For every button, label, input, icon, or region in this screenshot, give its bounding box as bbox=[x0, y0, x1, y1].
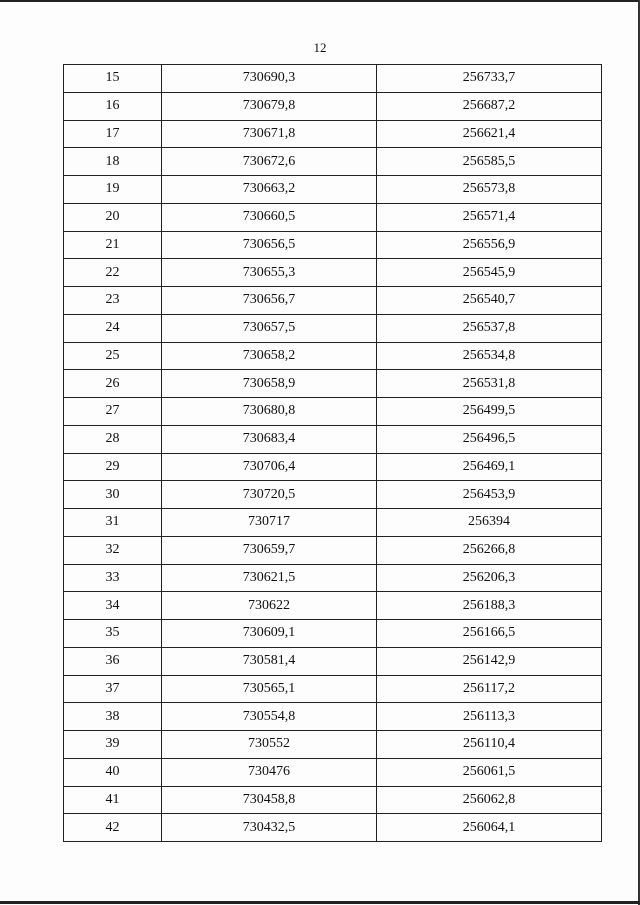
point-number-cell: 21 bbox=[64, 231, 162, 259]
x-coordinate-cell: 730432,5 bbox=[162, 814, 377, 842]
table-row bbox=[64, 398, 602, 426]
y-coordinate-cell: 256537,8 bbox=[377, 314, 602, 342]
x-coordinate-cell: 730683,4 bbox=[162, 425, 377, 453]
table-row bbox=[64, 703, 602, 731]
x-coordinate-cell: 730656,7 bbox=[162, 287, 377, 315]
x-coordinate-cell: 730660,5 bbox=[162, 203, 377, 231]
y-coordinate-cell: 256545,9 bbox=[377, 259, 602, 287]
x-coordinate-cell: 730672,6 bbox=[162, 148, 377, 176]
x-coordinate-cell: 730679,8 bbox=[162, 92, 377, 120]
point-number-cell: 40 bbox=[64, 758, 162, 786]
y-coordinate-cell: 256540,7 bbox=[377, 287, 602, 315]
point-number-cell: 28 bbox=[64, 425, 162, 453]
y-coordinate-cell: 256110,4 bbox=[377, 731, 602, 759]
table-row bbox=[64, 231, 602, 259]
point-number-cell: 23 bbox=[64, 287, 162, 315]
x-coordinate-cell: 730621,5 bbox=[162, 564, 377, 592]
point-number-cell: 33 bbox=[64, 564, 162, 592]
y-coordinate-cell: 256687,2 bbox=[377, 92, 602, 120]
point-number-cell: 39 bbox=[64, 731, 162, 759]
y-coordinate-cell: 256117,2 bbox=[377, 675, 602, 703]
point-number-cell: 17 bbox=[64, 120, 162, 148]
x-coordinate-cell: 730656,5 bbox=[162, 231, 377, 259]
point-number-cell: 22 bbox=[64, 259, 162, 287]
y-coordinate-cell: 256573,8 bbox=[377, 176, 602, 204]
x-coordinate-cell: 730622 bbox=[162, 592, 377, 620]
x-coordinate-cell: 730680,8 bbox=[162, 398, 377, 426]
table-row bbox=[64, 731, 602, 759]
point-number-cell: 25 bbox=[64, 342, 162, 370]
table-row bbox=[64, 203, 602, 231]
y-coordinate-cell: 256062,8 bbox=[377, 786, 602, 814]
y-coordinate-cell: 256534,8 bbox=[377, 342, 602, 370]
table-row bbox=[64, 148, 602, 176]
point-number-cell: 18 bbox=[64, 148, 162, 176]
point-number-cell: 41 bbox=[64, 786, 162, 814]
x-coordinate-cell: 730655,3 bbox=[162, 259, 377, 287]
table-row bbox=[64, 786, 602, 814]
x-coordinate-cell: 730458,8 bbox=[162, 786, 377, 814]
y-coordinate-cell: 256061,5 bbox=[377, 758, 602, 786]
y-coordinate-cell: 256733,7 bbox=[377, 65, 602, 93]
y-coordinate-cell: 256571,4 bbox=[377, 203, 602, 231]
point-number-cell: 20 bbox=[64, 203, 162, 231]
point-number-cell: 37 bbox=[64, 675, 162, 703]
table-row bbox=[64, 758, 602, 786]
page-number: 12 bbox=[313, 40, 327, 55]
point-number-cell: 30 bbox=[64, 481, 162, 509]
point-number-cell: 35 bbox=[64, 620, 162, 648]
y-coordinate-cell: 256531,8 bbox=[377, 370, 602, 398]
x-coordinate-cell: 730609,1 bbox=[162, 620, 377, 648]
point-number-cell: 26 bbox=[64, 370, 162, 398]
scan-border-bottom bbox=[0, 901, 640, 904]
table-row bbox=[64, 453, 602, 481]
y-coordinate-cell: 256206,3 bbox=[377, 564, 602, 592]
x-coordinate-cell: 730717 bbox=[162, 509, 377, 537]
y-coordinate-cell: 256453,9 bbox=[377, 481, 602, 509]
point-number-cell: 32 bbox=[64, 536, 162, 564]
point-number-cell: 38 bbox=[64, 703, 162, 731]
table-row bbox=[64, 287, 602, 315]
table-row bbox=[64, 592, 602, 620]
point-number-cell: 16 bbox=[64, 92, 162, 120]
table-row bbox=[64, 564, 602, 592]
table-row bbox=[64, 92, 602, 120]
table-row bbox=[64, 620, 602, 648]
coordinates-table bbox=[63, 64, 602, 842]
y-coordinate-cell: 256188,3 bbox=[377, 592, 602, 620]
x-coordinate-cell: 730581,4 bbox=[162, 647, 377, 675]
point-number-cell: 36 bbox=[64, 647, 162, 675]
point-number-cell: 19 bbox=[64, 176, 162, 204]
y-coordinate-cell: 256142,9 bbox=[377, 647, 602, 675]
table-row bbox=[64, 425, 602, 453]
y-coordinate-cell: 256469,1 bbox=[377, 453, 602, 481]
table-row bbox=[64, 370, 602, 398]
x-coordinate-cell: 730659,7 bbox=[162, 536, 377, 564]
y-coordinate-cell: 256113,3 bbox=[377, 703, 602, 731]
y-coordinate-cell: 256499,5 bbox=[377, 398, 602, 426]
y-coordinate-cell: 256585,5 bbox=[377, 148, 602, 176]
point-number-cell: 24 bbox=[64, 314, 162, 342]
table-row bbox=[64, 536, 602, 564]
x-coordinate-cell: 730476 bbox=[162, 758, 377, 786]
point-number-cell: 42 bbox=[64, 814, 162, 842]
table-row bbox=[64, 120, 602, 148]
x-coordinate-cell: 730552 bbox=[162, 731, 377, 759]
table-row bbox=[64, 814, 602, 842]
x-coordinate-cell: 730671,8 bbox=[162, 120, 377, 148]
x-coordinate-cell: 730565,1 bbox=[162, 675, 377, 703]
table-row bbox=[64, 481, 602, 509]
y-coordinate-cell: 256621,4 bbox=[377, 120, 602, 148]
table-row bbox=[64, 342, 602, 370]
y-coordinate-cell: 256496,5 bbox=[377, 425, 602, 453]
x-coordinate-cell: 730658,9 bbox=[162, 370, 377, 398]
point-number-cell: 15 bbox=[64, 65, 162, 93]
x-coordinate-cell: 730554,8 bbox=[162, 703, 377, 731]
y-coordinate-cell: 256556,9 bbox=[377, 231, 602, 259]
x-coordinate-cell: 730657,5 bbox=[162, 314, 377, 342]
y-coordinate-cell: 256064,1 bbox=[377, 814, 602, 842]
table-row bbox=[64, 675, 602, 703]
table-row bbox=[64, 647, 602, 675]
x-coordinate-cell: 730706,4 bbox=[162, 453, 377, 481]
point-number-cell: 27 bbox=[64, 398, 162, 426]
y-coordinate-cell: 256166,5 bbox=[377, 620, 602, 648]
coordinates-table-body bbox=[64, 65, 602, 842]
x-coordinate-cell: 730690,3 bbox=[162, 65, 377, 93]
table-row bbox=[64, 65, 602, 93]
y-coordinate-cell: 256266,8 bbox=[377, 536, 602, 564]
table-row bbox=[64, 259, 602, 287]
point-number-cell: 34 bbox=[64, 592, 162, 620]
table-row bbox=[64, 314, 602, 342]
scan-border-top bbox=[0, 0, 640, 2]
x-coordinate-cell: 730663,2 bbox=[162, 176, 377, 204]
table-row bbox=[64, 176, 602, 204]
point-number-cell: 29 bbox=[64, 453, 162, 481]
point-number-cell: 31 bbox=[64, 509, 162, 537]
table-row bbox=[64, 509, 602, 537]
x-coordinate-cell: 730658,2 bbox=[162, 342, 377, 370]
x-coordinate-cell: 730720,5 bbox=[162, 481, 377, 509]
y-coordinate-cell: 256394 bbox=[377, 509, 602, 537]
